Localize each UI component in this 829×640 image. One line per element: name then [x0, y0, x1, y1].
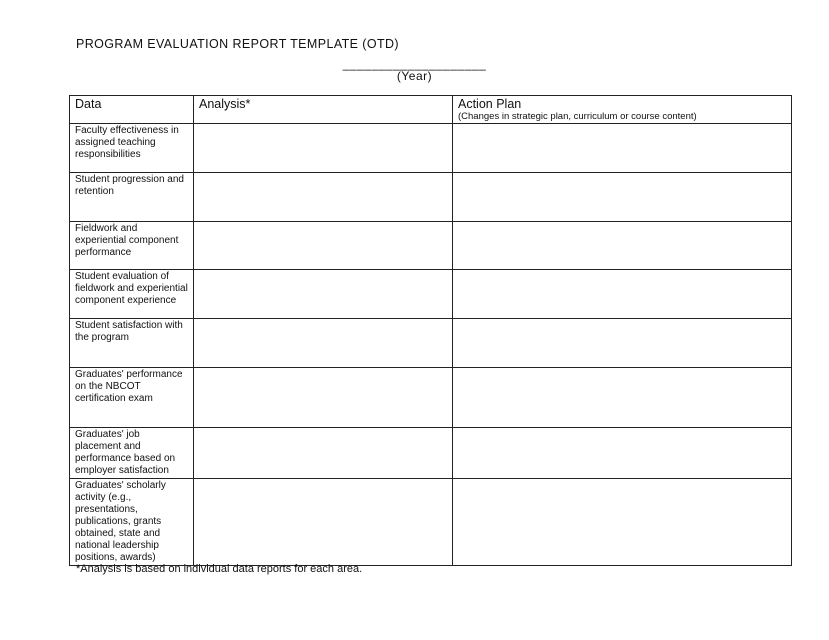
- action-plan-cell[interactable]: [453, 270, 792, 319]
- analysis-cell[interactable]: [194, 222, 453, 270]
- footnote: *Analysis is based on individual data reports for each area.: [76, 563, 363, 575]
- row-label: Fieldwork and experiential component performance: [70, 222, 194, 270]
- row-label: Graduates' job placement and performance based on employer satisfaction: [70, 428, 194, 479]
- analysis-cell[interactable]: [194, 173, 453, 222]
- row-label: Student satisfaction with the program: [70, 319, 194, 368]
- page-title: PROGRAM EVALUATION REPORT TEMPLATE (OTD): [76, 37, 399, 51]
- table-row: [70, 319, 792, 368]
- action-plan-cell[interactable]: [453, 428, 792, 479]
- row-label: Student progression and retention: [70, 173, 194, 222]
- analysis-cell[interactable]: [194, 270, 453, 319]
- header-data: Data: [70, 96, 194, 124]
- analysis-cell[interactable]: [194, 428, 453, 479]
- row-label: Student evaluation of fieldwork and experiential component experience: [70, 270, 194, 319]
- action-plan-cell[interactable]: [453, 479, 792, 566]
- header-action-plan-note: (Changes in strategic plan, curriculum or course content): [458, 111, 697, 122]
- action-plan-cell[interactable]: [453, 124, 792, 173]
- table-row: [70, 428, 792, 479]
- header-action-plan: [453, 96, 792, 124]
- action-plan-cell[interactable]: [453, 222, 792, 270]
- action-plan-cell[interactable]: [453, 173, 792, 222]
- analysis-cell[interactable]: [194, 368, 453, 428]
- row-label: Faculty effectiveness in assigned teaching responsibilities: [70, 124, 194, 173]
- analysis-cell[interactable]: [194, 479, 453, 566]
- header-analysis: Analysis*: [194, 96, 453, 124]
- table-row: [70, 368, 792, 428]
- analysis-cell[interactable]: [194, 319, 453, 368]
- table-row: [70, 173, 792, 222]
- action-plan-cell[interactable]: [453, 368, 792, 428]
- header-row: [70, 96, 792, 124]
- header-action-plan-label: Action Plan: [458, 97, 522, 111]
- year-blank[interactable]: ____________________: [342, 57, 487, 71]
- year-label: (Year): [396, 69, 433, 83]
- action-plan-cell[interactable]: [453, 319, 792, 368]
- table-row: [70, 479, 792, 566]
- year-field: [0, 57, 829, 83]
- row-label: Graduates' performance on the NBCOT certification exam: [70, 368, 194, 428]
- evaluation-table: [69, 95, 792, 566]
- table-row: [70, 270, 792, 319]
- table-row: [70, 222, 792, 270]
- table-row: [70, 124, 792, 173]
- row-label: Graduates' scholarly activity (e.g., presentations, publications, grants obtained, state and national leadership positions, awards): [70, 479, 194, 566]
- analysis-cell[interactable]: [194, 124, 453, 173]
